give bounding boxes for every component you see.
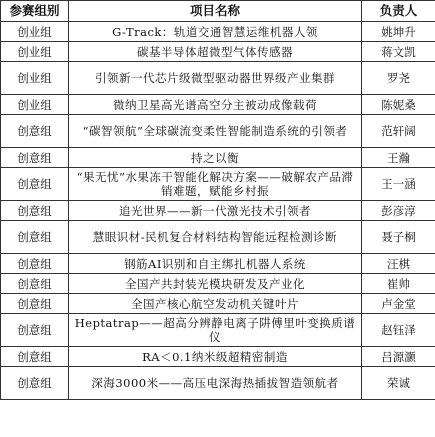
- project-cell: 持之以衡: [69, 148, 362, 168]
- group-cell: 创意组: [1, 254, 69, 274]
- project-cell: 钢筋AI识别和自主绑扎机器人系统: [69, 254, 362, 274]
- group-cell: 创意组: [1, 347, 69, 367]
- leader-cell: 崔帅: [362, 274, 435, 294]
- table-row: [1, 201, 435, 221]
- project-cell: 微纳卫星高光谱高空分主被动成像载荷: [69, 95, 362, 115]
- leader-cell: 王一涵: [362, 168, 435, 201]
- project-cell: G-Track：轨道交通智慧运维机器人领: [69, 22, 362, 42]
- leader-cell: 赵钰泽: [362, 314, 435, 347]
- project-cell: 全国产共封装光模块研发及产业化: [69, 274, 362, 294]
- table-row: [1, 294, 435, 314]
- table-row: [1, 347, 435, 367]
- table-row: [1, 42, 435, 62]
- leader-cell: 姚坤升: [362, 22, 435, 42]
- group-cell: 创意组: [1, 367, 69, 400]
- project-cell: Heptatrap——超高分辨静电离子阱傅里叶变换质谱仪: [69, 314, 362, 347]
- group-cell: 创意组: [1, 201, 69, 221]
- group-cell: 创业组: [1, 42, 69, 62]
- project-cell: “碳智领航”全球碳流变柔性智能制造系统的引领者: [69, 115, 362, 148]
- table-row: [1, 62, 435, 95]
- header-project: 项目名称: [69, 1, 362, 22]
- leader-cell: 吕源灏: [362, 347, 435, 367]
- leader-cell: 彭彦淳: [362, 201, 435, 221]
- leader-cell: 荣诚: [362, 367, 435, 400]
- leader-cell: 罗尧: [362, 62, 435, 95]
- leader-cell: 蒋文凯: [362, 42, 435, 62]
- leader-cell: 聂子桐: [362, 221, 435, 254]
- table-row: [1, 367, 435, 400]
- table-row: [1, 274, 435, 294]
- project-cell: 引领新一代芯片级微型驱动器世界级产业集群: [69, 62, 362, 95]
- leader-cell: 汪棋: [362, 254, 435, 274]
- table-row: [1, 221, 435, 254]
- project-cell: 全国产核心航空发动机关键叶片: [69, 294, 362, 314]
- table-row: [1, 148, 435, 168]
- group-cell: 创意组: [1, 274, 69, 294]
- group-cell: 创业组: [1, 95, 69, 115]
- group-cell: 创意组: [1, 221, 69, 254]
- project-cell: 慧眼识材-民机复合材料结构智能远程检测诊断: [69, 221, 362, 254]
- project-cell: 碳基半导体超微型气体传感器: [69, 42, 362, 62]
- project-cell: RA＜0.1纳米级超精密制造: [69, 347, 362, 367]
- leader-cell: 陈妮桑: [362, 95, 435, 115]
- header-leader: 负责人: [362, 1, 435, 22]
- table-row: [1, 115, 435, 148]
- group-cell: 创业组: [1, 22, 69, 42]
- project-cell: 追光世界——新一代激光技术引领者: [69, 201, 362, 221]
- leader-cell: 卢金堂: [362, 294, 435, 314]
- group-cell: 创业组: [1, 62, 69, 95]
- table-row: [1, 22, 435, 42]
- header-group: 参赛组别: [1, 1, 69, 22]
- table-row: [1, 314, 435, 347]
- group-cell: 创意组: [1, 115, 69, 148]
- group-cell: 创意组: [1, 148, 69, 168]
- table-row: [1, 95, 435, 115]
- leader-cell: 范轩阔: [362, 115, 435, 148]
- table-row: [1, 168, 435, 201]
- project-cell: “果无忧”水果冻干智能化解决方案——破解农产品滞销难题，赋能乡村振: [69, 168, 362, 201]
- table-header-row: [1, 1, 435, 22]
- group-cell: 创意组: [1, 168, 69, 201]
- project-cell: 深海3000米——高压电深海热插拔智造领航者: [69, 367, 362, 400]
- group-cell: 创意组: [1, 294, 69, 314]
- group-cell: 创意组: [1, 314, 69, 347]
- leader-cell: 王瀚: [362, 148, 435, 168]
- table-row: [1, 254, 435, 274]
